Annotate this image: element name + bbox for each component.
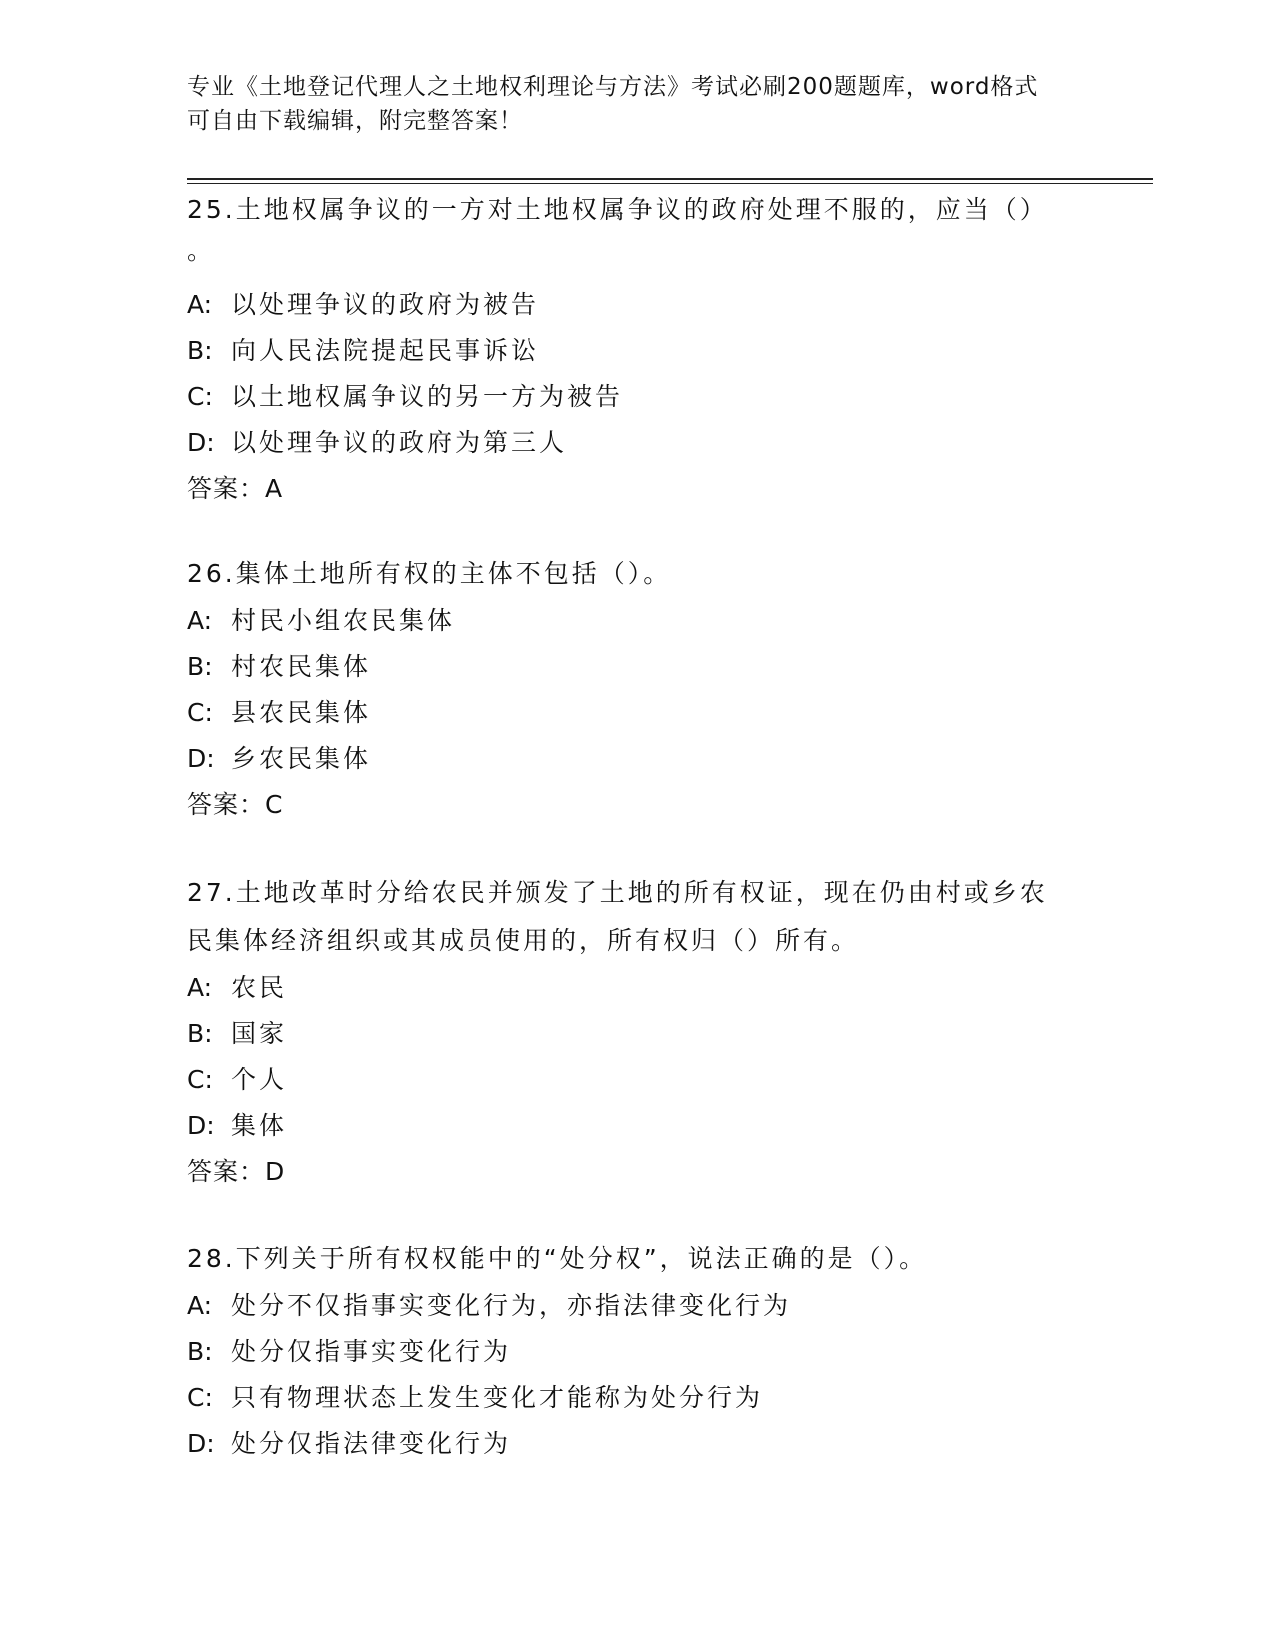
question-stem-continuation: 。 (187, 236, 216, 265)
option-text: 处分仅指事实变化行为 (231, 1337, 512, 1366)
option-text: 处分仅指法律变化行为 (231, 1429, 512, 1458)
option-d (187, 1103, 1087, 1149)
option-d (187, 1421, 1087, 1467)
option-c (187, 690, 1087, 736)
option-letter: A: (187, 1291, 213, 1320)
option-a (187, 598, 1087, 644)
option-letter: A: (187, 290, 213, 319)
option-letter: D: (187, 1111, 215, 1140)
option-b (187, 1329, 1087, 1375)
option-letter: D: (187, 428, 215, 457)
option-a (187, 1283, 1087, 1329)
option-text: 以处理争议的政府为被告 (231, 290, 540, 319)
option-letter: C: (187, 382, 213, 411)
option-c (187, 1375, 1087, 1421)
header-line-1: 专业《土地登记代理人之土地权利理论与方法》考试必刷200题题库，word格式 (187, 74, 1039, 100)
option-text: 集体 (231, 1111, 288, 1140)
option-text: 国家 (231, 1019, 288, 1048)
header-divider-thick (187, 178, 1153, 180)
question-stem: 25.土地权属争议的一方对土地权属争议的政府处理不服的，应当（） (187, 195, 1048, 224)
option-b (187, 644, 1087, 690)
option-text: 以处理争议的政府为第三人 (231, 428, 568, 457)
document-header (187, 70, 1087, 138)
option-b (187, 1011, 1087, 1057)
option-letter: D: (187, 1429, 215, 1458)
question-stem: 28.下列关于所有权权能中的“处分权”，说法正确的是（）。 (187, 1244, 928, 1273)
option-letter: A: (187, 606, 213, 635)
option-letter: D: (187, 744, 215, 773)
option-a (187, 282, 1087, 328)
option-text: 只有物理状态上发生变化才能称为处分行为 (231, 1383, 764, 1412)
header-line-2: 可自由下载编辑，附完整答案！ (187, 108, 523, 134)
question-28 (187, 1235, 1087, 1467)
option-text: 村民小组农民集体 (231, 606, 456, 635)
answer-line: 答案：C (187, 790, 284, 819)
option-text: 村农民集体 (231, 652, 372, 681)
question-26 (187, 550, 1087, 828)
option-a (187, 965, 1087, 1011)
option-text: 农民 (231, 973, 288, 1002)
option-letter: C: (187, 1383, 213, 1412)
option-d (187, 420, 1087, 466)
option-text: 处分不仅指事实变化行为，亦指法律变化行为 (231, 1291, 792, 1320)
answer-line: 答案：A (187, 474, 284, 503)
option-c (187, 1057, 1087, 1103)
question-stem-continuation: 民集体经济组织或其成员使用的，所有权归（）所有。 (187, 926, 860, 955)
option-letter: C: (187, 1065, 213, 1094)
option-b (187, 328, 1087, 374)
option-c (187, 374, 1087, 420)
question-27 (187, 869, 1087, 1195)
option-letter: B: (187, 652, 213, 681)
option-text: 向人民法院提起民事诉讼 (231, 336, 540, 365)
option-letter: C: (187, 698, 213, 727)
option-d (187, 736, 1087, 782)
option-text: 乡农民集体 (231, 744, 372, 773)
question-stem: 26.集体土地所有权的主体不包括（）。 (187, 559, 672, 588)
question-stem: 27.土地改革时分给农民并颁发了土地的所有权证，现在仍由村或乡农 (187, 878, 1048, 907)
option-text: 县农民集体 (231, 698, 372, 727)
question-25 (187, 186, 1087, 512)
header-divider-thin (187, 183, 1153, 184)
option-letter: B: (187, 336, 213, 365)
option-letter: B: (187, 1019, 213, 1048)
option-letter: A: (187, 973, 213, 1002)
answer-line: 答案：D (187, 1157, 286, 1186)
option-text: 个人 (231, 1065, 288, 1094)
option-text: 以土地权属争议的另一方为被告 (231, 382, 624, 411)
option-letter: B: (187, 1337, 213, 1366)
